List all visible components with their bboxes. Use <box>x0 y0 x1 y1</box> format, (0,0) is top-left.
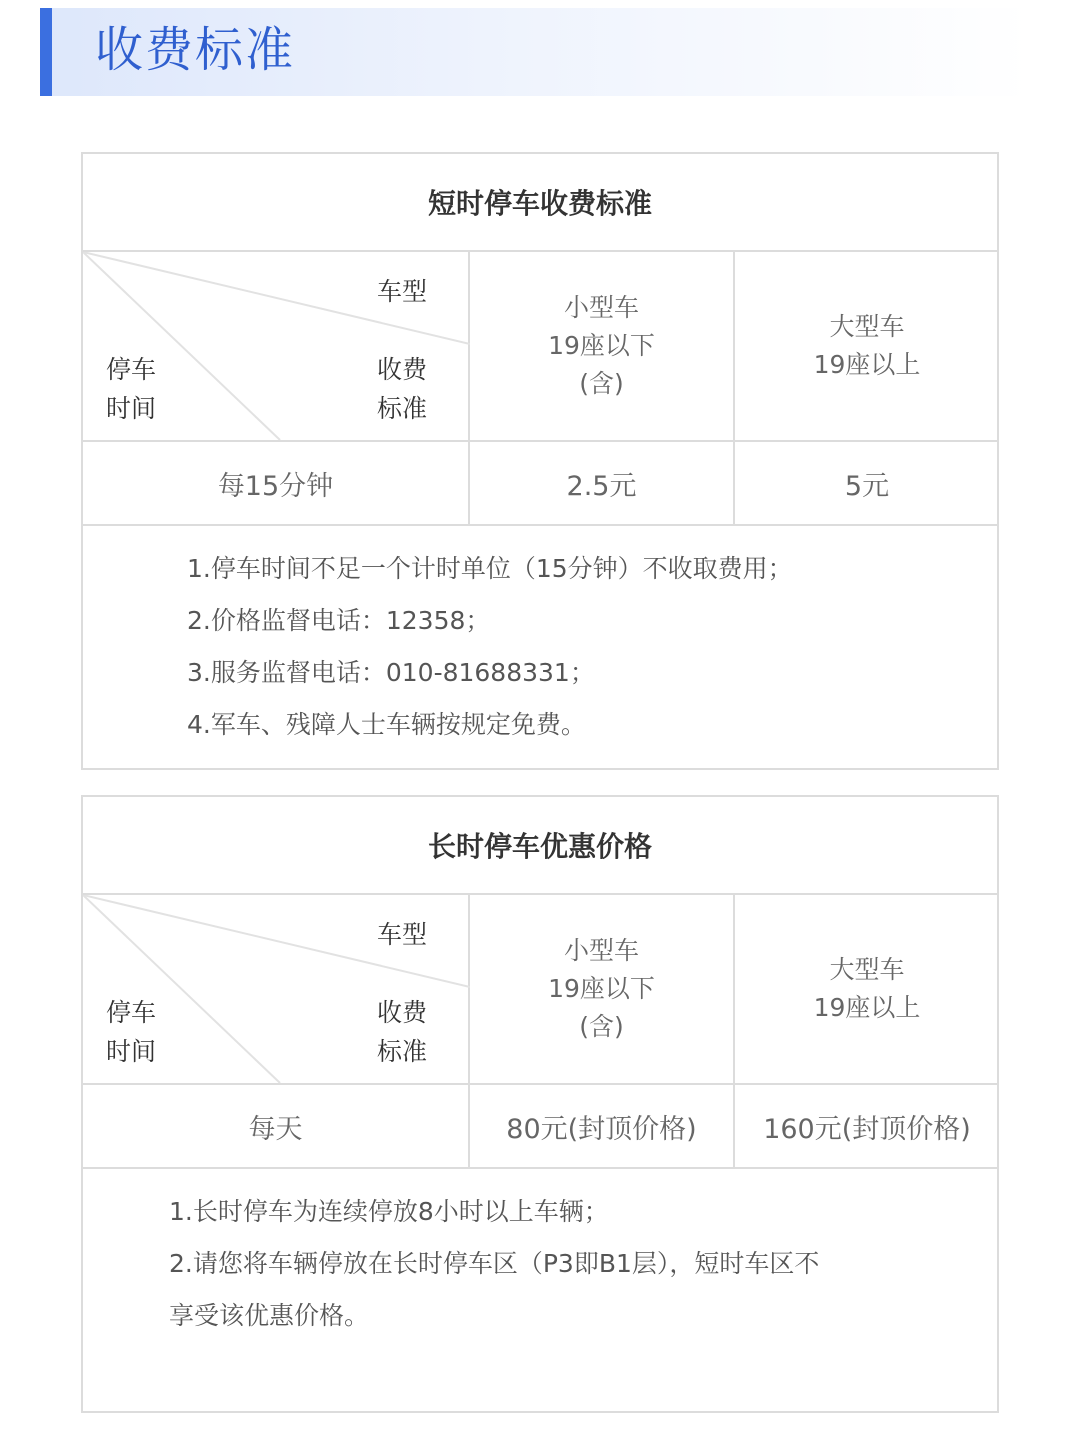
header-car-type-label: 车型 <box>377 277 428 306</box>
long-term-parking-card <box>81 795 999 1413</box>
note-item: 1.停车时间不足一个计时单位（15分钟）不收取费用； <box>187 554 793 583</box>
notes-list <box>187 550 1077 758</box>
small-car-column-header: 小型车 19座以下 (含) <box>470 895 735 1083</box>
table-header <box>83 895 997 1085</box>
section-header <box>40 8 1030 96</box>
header-time-label: 停车 时间 <box>106 998 157 1066</box>
header-fee-label: 收费 标准 <box>377 998 428 1066</box>
header-accent-bar <box>40 8 52 96</box>
diagonal-header-cell <box>83 252 470 440</box>
note-item: 1.长时停车为连续停放8小时以上车辆； <box>169 1197 609 1226</box>
card-title: 长时停车优惠价格 <box>83 797 997 895</box>
note-item: 2.请您将车辆停放在长时停车区（P3即B1层），短时车区不 <box>169 1249 820 1278</box>
row-time-cell: 每15分钟 <box>83 442 470 524</box>
table-row <box>83 1085 997 1169</box>
note-item: 享受该优惠价格。 <box>169 1301 370 1330</box>
note-item: 4.军车、残障人士车辆按规定免费。 <box>187 710 586 739</box>
row-large-price-cell: 5元 <box>844 470 890 502</box>
header-car-type-label: 车型 <box>377 920 428 949</box>
table-row <box>83 442 997 526</box>
table-header <box>83 252 997 442</box>
card-title: 短时停车收费标准 <box>83 154 997 252</box>
large-car-column-header: 大型车 19座以上 <box>813 955 921 1022</box>
row-time-cell: 每天 <box>83 1085 470 1167</box>
page-title: 收费标准 <box>95 22 296 78</box>
note-item: 2.价格监督电话：12358； <box>187 606 491 635</box>
row-large-price-cell: 160元(封顶价格) <box>763 1113 971 1145</box>
diagonal-header-cell <box>83 895 470 1083</box>
header-time-label: 停车 时间 <box>106 355 157 423</box>
short-term-parking-card <box>81 152 999 770</box>
row-small-price-cell: 80元(封顶价格) <box>470 1085 735 1167</box>
notes-list <box>169 1193 1077 1349</box>
header-fee-label: 收费 标准 <box>377 355 428 423</box>
small-car-column-header: 小型车 19座以下 (含) <box>470 252 735 440</box>
note-item: 3.服务监督电话：010-81688331； <box>187 658 595 687</box>
large-car-column-header: 大型车 19座以上 <box>813 312 921 379</box>
row-small-price-cell: 2.5元 <box>470 442 735 524</box>
